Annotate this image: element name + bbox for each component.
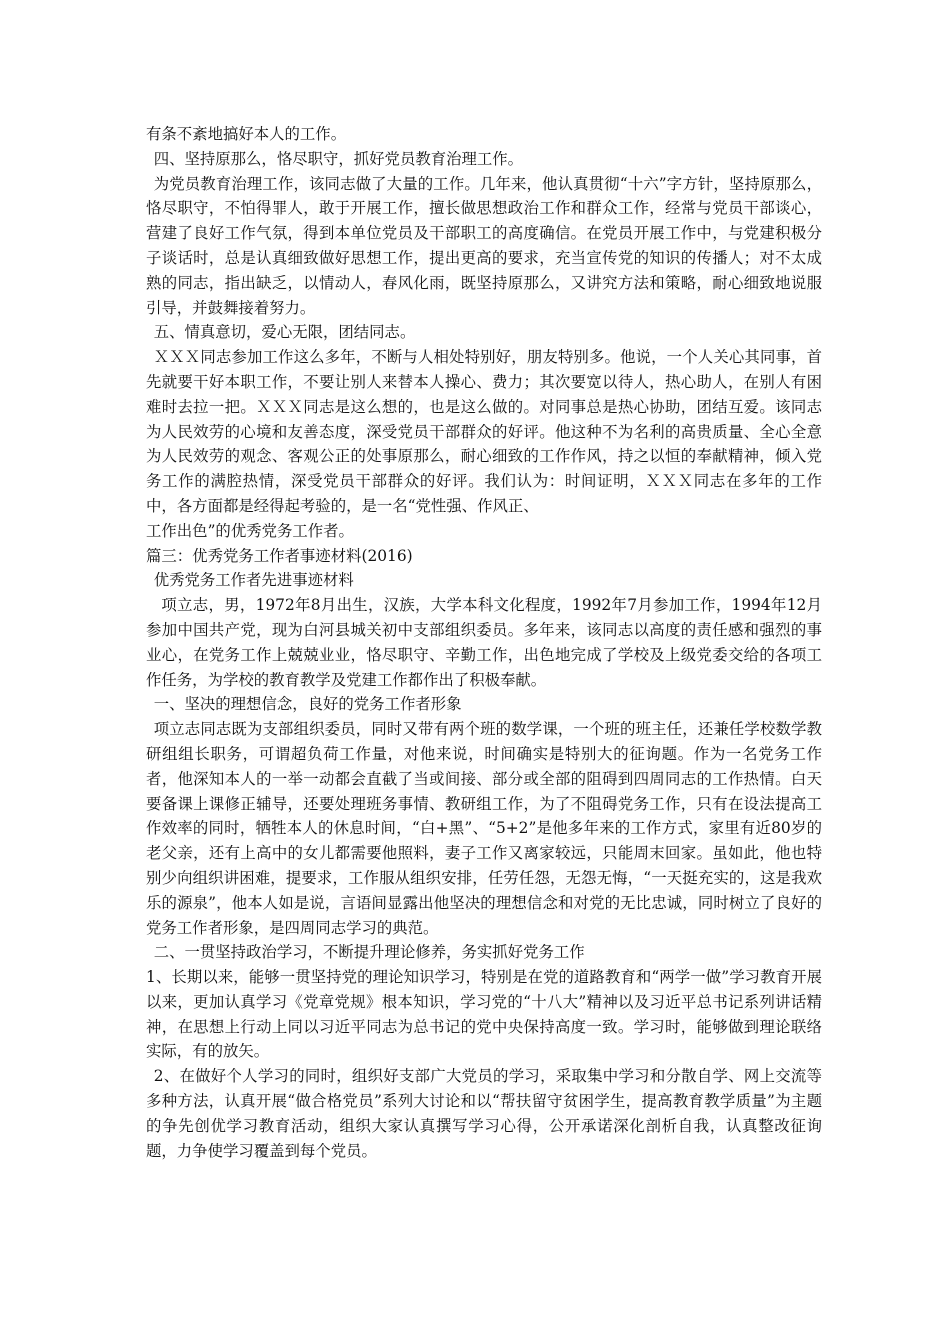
paragraph-13: 1、长期以来，能够一贯坚持党的理论知识学习，特别是在党的道路教育和“两学一做”学习教育开展以来，更加认真学习《党章党规》根本知识，学习党的“十八大”精神以及习近平总书记系列讲话精神，在思想上行动上同以习近平同志为总书记的党中央保持高度一致。学习时，能够做到理论联络实际，有的放矢。	[146, 968, 822, 1061]
document-subtitle: 优秀党务工作者先进事迹材料	[153, 571, 354, 590]
section-heading-5: 五、情真意切，爱心无限，团结同志。	[153, 323, 416, 342]
paragraph-1: 有条不紊地搞好本人的工作。	[146, 125, 347, 143]
paragraph-14: 2、在做好个人学习的同时，组织好支部广大党员的学习，采取集中学习和分散自学、网上交流等多种方法，认真开展“做合格党员”系列大讨论和以“帮扶留守贫困学生，提高教育教学质量”为主题的争先创优学习教育活动，组织大家认真撰写学习心得，公开承诺深化剖析自我，认真整改征询题，力争使学习覆盖到每个党员。	[146, 1067, 822, 1160]
chapter-title: 篇三：优秀党务工作者事迹材料(2016)	[146, 546, 413, 565]
section-heading-1: 一、坚决的理想信念，良好的党务工作者形象	[153, 695, 462, 714]
paragraph-9: 项立志，男，1972年8月出生，汉族，大学本科文化程度，1992年7月参加工作，1994年12月参加中国共产党，现为白河县城关初中支部组织委员。多年来，该同志以高度的责任感和强烈的事业心，在党务工作上兢兢业业，恪尽职守、辛勤工作，出色地完成了学校及上级党委交给的各项工作任务，为学校的教育教学及党建工作都作出了积极奉献。	[146, 596, 822, 689]
paragraph-3: 为党员教育治理工作，该同志做了大量的工作。几年来，他认真贯彻“十六”字方针，坚持原那么，恪尽职守，不怕得罪人，敢于开展工作，擅长做思想政治工作和群众工作，经常与党员干部谈心，营建了良好工作气氛，得到本单位党员及干部职工的高度确信。在党员开展工作中，与党建积极分子谈话时，总是认真细致做好思想工作，提出更高的要求，充当宣传党的知识的传播人；对不太成熟的同志，指出缺乏，以情动人，春风化雨，既坚持原那么，又讲究方法和策略，耐心细致地说服引导，并鼓舞接着努力。	[146, 174, 822, 317]
section-heading-4: 四、坚持原那么，恪尽职守，抓好党员教育治理工作。	[153, 149, 524, 168]
paragraph-6: 工作出色”的优秀党务工作者。	[146, 521, 354, 540]
section-heading-2: 二、一贯坚持政治学习，不断提升理论修养，务实抓好党务工作	[153, 943, 585, 962]
paragraph-11: 项立志同志既为支部组织委员，同时又带有两个班的数学课，一个班的班主任，还兼任学校数学教研组组长职务，可谓超负荷工作量，对他来说，时间确实是特别大的征询题。作为一名党务工作者，他深知本人的一举一动都会直截了当或间接、部分或全部的阻碍到四周同志的工作热情。白天要备课上课修正辅导，还要处理班务事情、教研组工作，为了不阻碍党务工作，只有在设法提高工作效率的同时，牺牲本人的休息时间，“白+黑”、“5+2”是他多年来的工作方式，家里有近80岁的老父亲，还有上高中的女儿都需要他照料，妻子工作又离家较远，只能周末回家。虽如此，他也特别少向组织讲困难，提要求，工作服从组织安排，任劳任怨，无怨无悔，“一天挺充实的，这是我欢乐的源泉”，他本人如是说，言语间显露出他坚决的理想信念和对党的无比忠诚，同时树立了良好的党务工作者形象，是四周同志学习的典范。	[146, 720, 822, 937]
document-page	[146, 122, 822, 1163]
paragraph-5: ＸＸＸ同志参加工作这么多年，不断与人相处特别好，朋友特别多。他说，一个人关心其同事，首先就要干好本职工作，不要让别人来替本人操心、费力；其次要宽以待人，热心助人，在别人有困难时去拉一把。ＸＸＸ同志是这么想的，也是这么做的。对同事总是热心协助，团结互爱。该同志为人民效劳的心境和友善态度，深受党员干部群众的好评。他这种不为名利的高贵质量、全心全意为人民效劳的观念、客观公正的处事原那么，耐心细致的工作作风，持之以恒的奉献精神，倾入党务工作的满腔热情，深受党员干部群众的好评。我们认为：时间证明，ＸＸＸ同志在多年的工作中，各方面都是经得起考验的，是一名“党性强、作风正、	[146, 348, 822, 515]
